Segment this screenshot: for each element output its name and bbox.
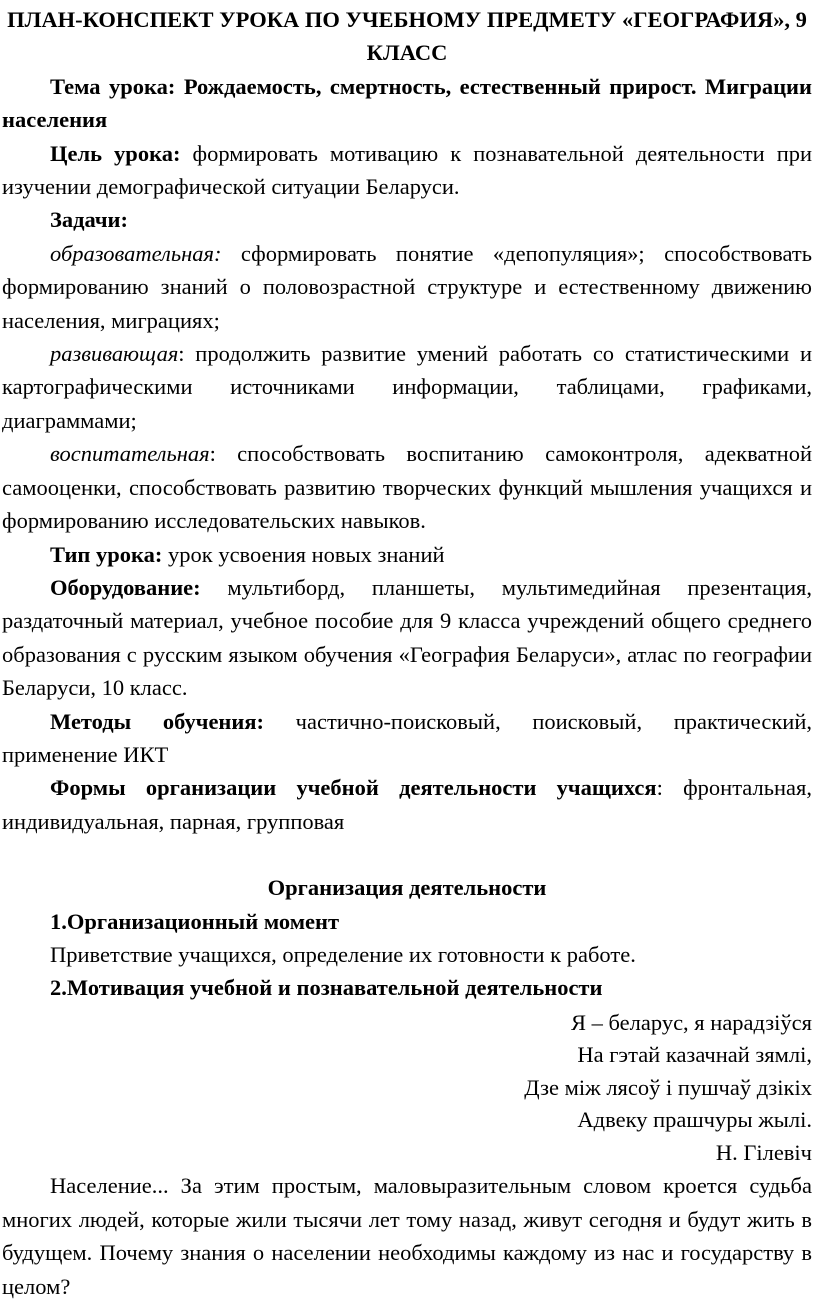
goal-text: формировать мотивацию к познавательной деятельности при изучении демографической ситуации Беларуси. [2, 140, 813, 200]
tasks-label: Задачи: [50, 207, 129, 233]
task-text: : способствовать воспитанию самоконтроля, адекватной самооценки, способствовать развитию творческих функций мышления учащихся и формированию исследовательских навыков. [2, 441, 812, 534]
poem-line: Я – беларус, я нарадзіўся [571, 1009, 812, 1035]
equipment-paragraph [2, 571, 812, 705]
task-kind: развивающая [50, 341, 179, 367]
task-upbringing [2, 437, 812, 537]
methods-paragraph [2, 705, 812, 772]
topic-label: Тема урока: [50, 73, 176, 99]
methods-text: частично-поисковый, поисковый, практический, применение ИКТ [2, 708, 812, 767]
forms-paragraph [2, 771, 812, 838]
task-text: : продолжить развитие умений работать со статистическими и картографическими источниками информации, таблицами, графиками, диаграммами; [2, 341, 812, 433]
task-text: сформировать понятие «депопуляция»; способствовать формированию знаний о половозрастной структуре и естественному движению населения, миграциях; [2, 240, 812, 333]
goal-paragraph [2, 137, 812, 204]
poem-block [2, 1007, 812, 1170]
poem-line: На гэтай казачнай зямлі, [577, 1042, 812, 1068]
task-kind: образовательная: [50, 240, 222, 266]
lesson-type-label: Тип урока: [50, 541, 163, 567]
task-kind: воспитательная [50, 441, 210, 467]
forms-text: : фронтальная, индивидуальная, парная, групповая [2, 775, 812, 834]
forms-label: Формы организации учебной деятельности учащихся [50, 775, 657, 801]
goal-label: Цель урока: [50, 140, 181, 166]
organization-heading: Организация деятельности [267, 875, 547, 901]
topic-paragraph [2, 70, 812, 137]
closing-paragraph: Население... За этим простым, маловыразительным словом кроется судьба многих людей, которые жили тысячи лет тому назад, живут сегодня и будут жить в будущем. Почему знания о населении необходимы каждому из нас и государству в целом? [2, 1173, 812, 1299]
lesson-type-paragraph [2, 538, 812, 571]
document-title: ПЛАН-КОНСПЕКТ УРОКА ПО УЧЕБНОМУ ПРЕДМЕТУ «ГЕОГРАФИЯ», 9 КЛАСС [7, 7, 807, 66]
poem-author: Н. Гілевіч [715, 1139, 812, 1165]
equipment-text: мультиборд, планшеты, мультимедийная презентация, раздаточный материал, учебное пособие для 9 класса учреждений общего среднего образования с русским языком обучения «География Беларуси», атлас по географии Беларуси, 10 класс. [2, 574, 813, 701]
equipment-label: Оборудование: [50, 574, 201, 600]
poem-line: Адвеку прашчуры жылі. [577, 1107, 812, 1133]
step1-text: Приветствие учащихся, определение их готовности к работе. [50, 941, 636, 967]
task-developing [2, 337, 812, 437]
task-educational [2, 237, 812, 337]
step2-heading: 2.Мотивация учебной и познавательной деятельности [50, 975, 603, 1001]
topic-text: Рождаемость, смертность, естественный прирост. Миграции населения [2, 73, 812, 133]
lesson-type-text: урок усвоения новых знаний [168, 541, 445, 567]
step1-heading: 1.Организационный момент [50, 908, 340, 934]
methods-label: Методы обучения: [50, 708, 265, 734]
poem-line: Дзе між лясоў і пушчаў дзікіх [524, 1074, 812, 1100]
